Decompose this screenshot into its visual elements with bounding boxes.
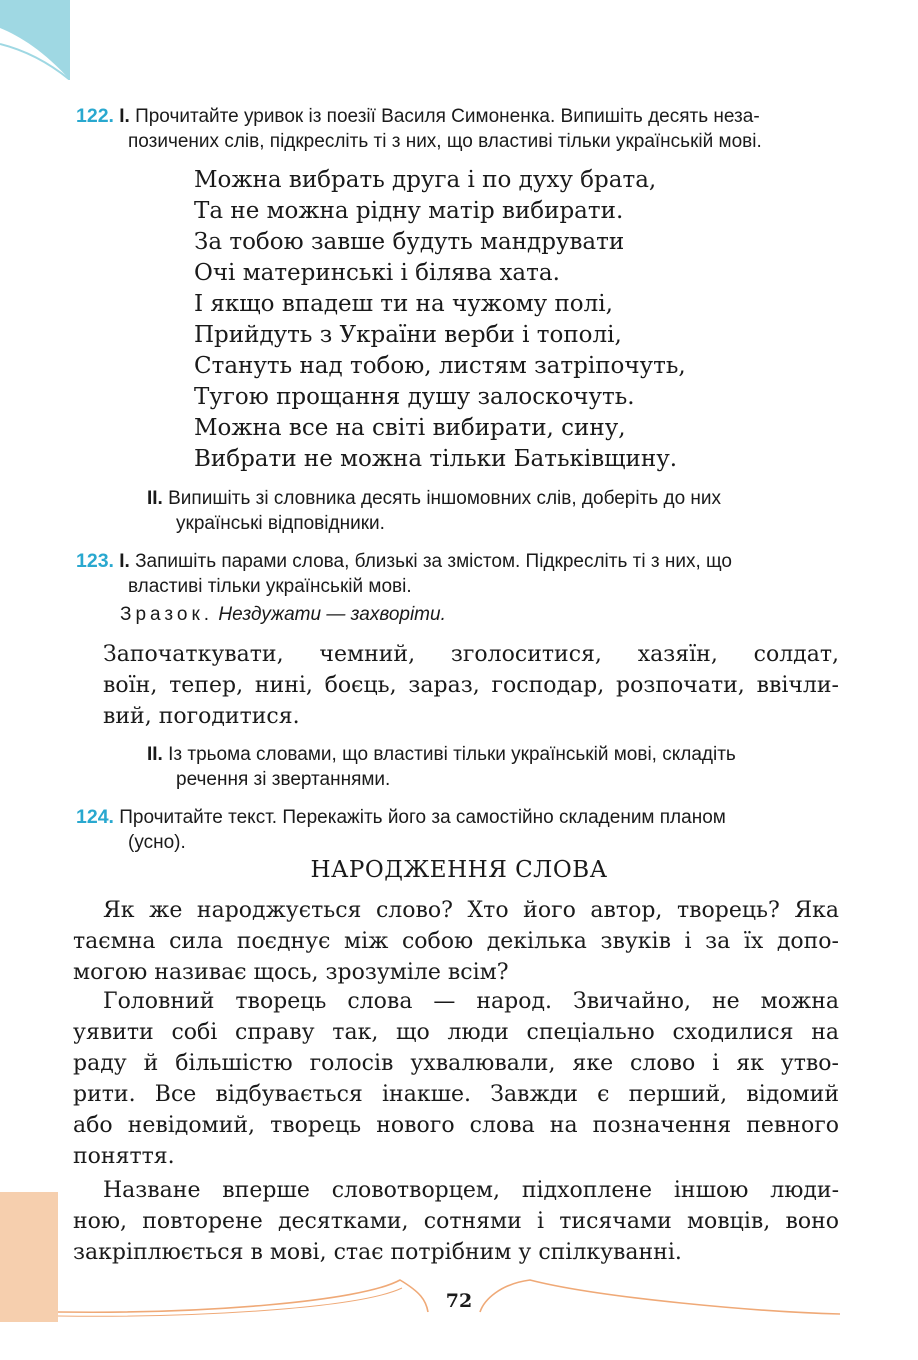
text-line: рити. Все відбувається інакше. Завжди є перший, відомий bbox=[73, 1082, 839, 1107]
text-line: уявити собі справу так, що люди спеціально сходилися на bbox=[73, 1020, 839, 1045]
task-text: Прочитайте уривок із поезії Василя Симоненка. Випишіть десять неза- bbox=[135, 106, 760, 127]
task-text: Із трьома словами, що властиві тільки українській мові, складіть bbox=[168, 744, 736, 765]
text-line: раду й більшістю голосів ухвалювали, яке слово і як утво- bbox=[73, 1051, 839, 1076]
word-line: воїн, тепер, нині, боєць, зараз, господар, розпочати, ввічли- bbox=[103, 673, 839, 698]
text-line: закріплюється в мові, стає потрібним у спілкуванні. bbox=[73, 1240, 682, 1265]
part-label: II. bbox=[147, 488, 163, 509]
task-text: властиві тільки українській мові. bbox=[128, 576, 412, 597]
task-123-part-2 bbox=[147, 742, 840, 792]
text-line: могою називає щось, зрозуміле всім? bbox=[73, 960, 509, 985]
task-text: Прочитайте текст. Перекажіть його за самостійно складеним планом bbox=[119, 807, 726, 828]
text-line: або невідомий, творець нового слова на позначення певного bbox=[73, 1113, 839, 1138]
text-line: Головний творець слова — народ. Звичайно, не можна bbox=[103, 989, 839, 1014]
paragraph-3 bbox=[73, 1175, 839, 1268]
text-line: Назване вперше словотворцем, підхоплене іншою люди- bbox=[103, 1178, 839, 1203]
task-text: позичених слів, підкресліть ті з них, що властиві тільки українській мові. bbox=[128, 131, 762, 152]
task-number: 122. bbox=[76, 105, 114, 127]
poem-line: Тугою прощання душу залоскочуть. bbox=[194, 384, 635, 410]
text-line: Як же народжується слово? Хто його автор, творець? Яка bbox=[103, 898, 839, 923]
part-label: I. bbox=[119, 106, 130, 127]
task-text: Випишіть зі словника десять іншомовних слів, доберіть до них bbox=[168, 488, 722, 509]
task-124 bbox=[76, 805, 841, 855]
poem-line: Можна вибрать друга і по духу брата, bbox=[194, 167, 657, 193]
task-number: 123. bbox=[76, 550, 114, 572]
task-123 bbox=[76, 549, 841, 599]
paragraph-1 bbox=[73, 895, 839, 988]
footer-decoration bbox=[0, 1270, 918, 1360]
page-number: 72 bbox=[445, 1290, 473, 1312]
text-title: НАРОДЖЕННЯ СЛОВА bbox=[310, 857, 608, 883]
paragraph-2 bbox=[73, 986, 839, 1172]
poem-line: Вибрати не можна тільки Батьківщину. bbox=[194, 446, 678, 472]
sample-label: Зразок. bbox=[120, 604, 214, 625]
poem-line: За тобою завше будуть мандрувати bbox=[194, 229, 625, 255]
word-line: Започаткувати, чемний, зголоситися, хазяїн, солдат, bbox=[103, 642, 839, 667]
task-text: Запишіть парами слова, близькі за змістом. Підкресліть ті з них, що bbox=[135, 551, 733, 572]
task-number: 124. bbox=[76, 806, 114, 828]
sample bbox=[120, 604, 446, 626]
task-122-part-2 bbox=[147, 486, 840, 536]
text-line: поняття. bbox=[73, 1144, 175, 1169]
task-text: українські відповідники. bbox=[176, 513, 385, 534]
poem-line: Прийдуть з України верби і тополі, bbox=[194, 322, 622, 348]
task-122 bbox=[76, 104, 841, 154]
poem-line: Очі материнські і білява хата. bbox=[194, 260, 560, 286]
sample-example: Нездужати — захворіти. bbox=[218, 604, 446, 625]
task-text: речення зі звертаннями. bbox=[176, 769, 391, 790]
poem-line: Можна все на світі вибирати, сину, bbox=[194, 415, 626, 441]
part-label: I. bbox=[119, 551, 130, 572]
task-text: (усно). bbox=[128, 832, 186, 853]
poem-line: Стануть над тобою, листям затріпочуть, bbox=[194, 353, 686, 379]
corner-decoration-top bbox=[0, 0, 70, 80]
text-line: таємна сила поєднує між собою декілька звуків і за їх допо- bbox=[73, 929, 839, 954]
poem bbox=[194, 165, 686, 475]
word-line: вий, погодитися. bbox=[103, 704, 300, 729]
part-label: II. bbox=[147, 744, 163, 765]
poem-line: Та не можна рідну матір вибирати. bbox=[194, 198, 624, 224]
poem-line: І якщо впадеш ти на чужому полі, bbox=[194, 291, 613, 317]
word-list bbox=[103, 639, 839, 732]
text-line: ною, повторене десятками, сотнями і тисячами мовців, воно bbox=[73, 1209, 839, 1234]
